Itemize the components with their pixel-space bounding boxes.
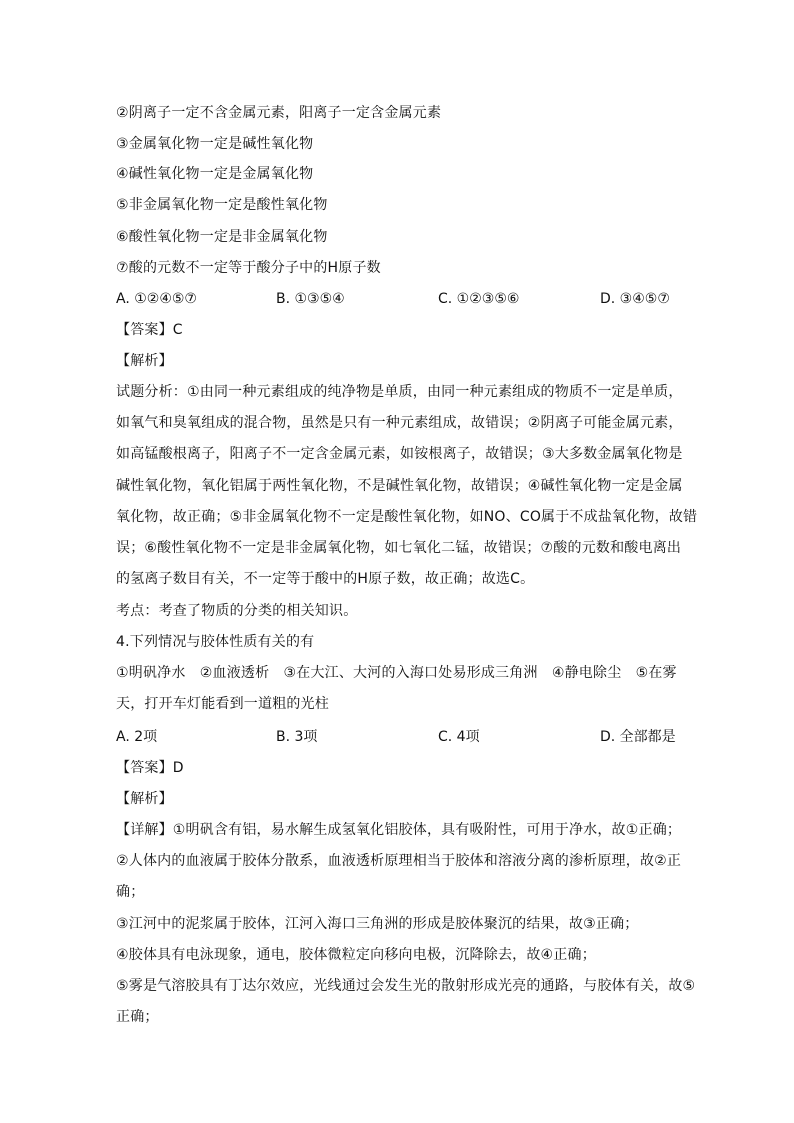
detail-line: ④胶体具有电泳现象，通电，胶体微粒定向移向电极，沉降除去，故④正确；	[116, 947, 596, 963]
answer-label: 【答案】C	[116, 322, 183, 338]
statement-3: ③金属氧化物一定是碱性氧化物	[116, 136, 314, 152]
analysis-line: 误；⑥酸性氧化物不一定是非金属氧化物，如七氧化二锰，故错误；⑦酸的元数和酸电离出	[116, 540, 682, 556]
option-d: D. ③④⑤⑦	[600, 291, 670, 307]
option-b: B. ①③⑤④	[276, 291, 345, 307]
analysis-line: 的氢离子数目有关，不一定等于酸中的H原子数，故正确；故选C。	[116, 571, 535, 587]
option-c: C. ①②③⑤⑥	[438, 291, 520, 307]
q4-option-d: D. 全部都是	[600, 729, 676, 745]
analysis-line: 如氧气和臭氧组成的混合物，虽然是只有一种元素组成，故错误；②阴离子可能金属元素，	[116, 415, 683, 431]
statement-2: ②阴离子一定不含金属元素，阳离子一定含金属元素	[116, 105, 442, 121]
option-a: A. ①②④⑤⑦	[116, 291, 197, 307]
analysis-line: 试题分析：①由同一种元素组成的纯净物是单质，由同一种元素组成的物质不一定是单质，	[116, 384, 683, 400]
q4-option-a: A. 2项	[116, 729, 158, 745]
detail-line: ②人体内的血液属于胶体分散系，血液透析原理相当于胶体和溶液分离的渗析原理，故②正	[116, 853, 682, 869]
analysis-line: 碱性氧化物，氧化铝属于两性氧化物，不是碱性氧化物，故错误；④碱性氧化物一定是金属	[116, 478, 683, 494]
statement-4: ④碱性氧化物一定是金属氧化物	[116, 166, 314, 182]
analysis-line: 氧化物，故正确；⑤非金属氧化物不一定是酸性氧化物，如NO、CO属于不成盐氧化物，故错	[116, 509, 698, 525]
question-4-items: ①明矾净水 ②血液透析 ③在大江、大河的入海口处易形成三角洲 ④静电除尘 ⑤在雾	[116, 665, 677, 681]
detail-line: 确；	[116, 884, 145, 900]
detail-line: ⑤雾是气溶胶具有丁达尔效应，光线通过会发生光的散射形成光亮的通路，与胶体有关，故⑤	[116, 978, 696, 994]
detail-line: 【详解】①明矾含有铝，易水解生成氢氧化铝胶体，具有吸附性，可用于净水，故①正确；	[116, 822, 682, 838]
question-4-items: 天，打开车灯能看到一道粗的光柱	[116, 696, 329, 712]
q4-analysis-title: 【解析】	[116, 791, 173, 807]
analysis-line: 如高锰酸根离子，阳离子不一定含金属元素，如铵根离子，故错误；③大多数金属氧化物是	[116, 446, 683, 462]
q4-option-c: C. 4项	[438, 729, 480, 745]
detail-line: ③江河中的泥浆属于胶体，江河入海口三角洲的形成是胶体聚沉的结果，故③正确；	[116, 916, 639, 932]
kaodian-line: 考点：考查了物质的分类的相关知识。	[116, 603, 358, 619]
statement-7: ⑦酸的元数不一定等于酸分子中的H原子数	[116, 260, 381, 276]
q4-answer-label: 【答案】D	[116, 760, 184, 776]
analysis-title: 【解析】	[116, 353, 173, 369]
statement-6: ⑥酸性氧化物一定是非金属氧化物	[116, 229, 328, 245]
detail-line: 正确；	[116, 1009, 159, 1025]
question-4-title: 4.下列情况与胶体性质有关的有	[116, 634, 315, 650]
statement-5: ⑤非金属氧化物一定是酸性氧化物	[116, 197, 328, 213]
q4-option-b: B. 3项	[276, 729, 318, 745]
